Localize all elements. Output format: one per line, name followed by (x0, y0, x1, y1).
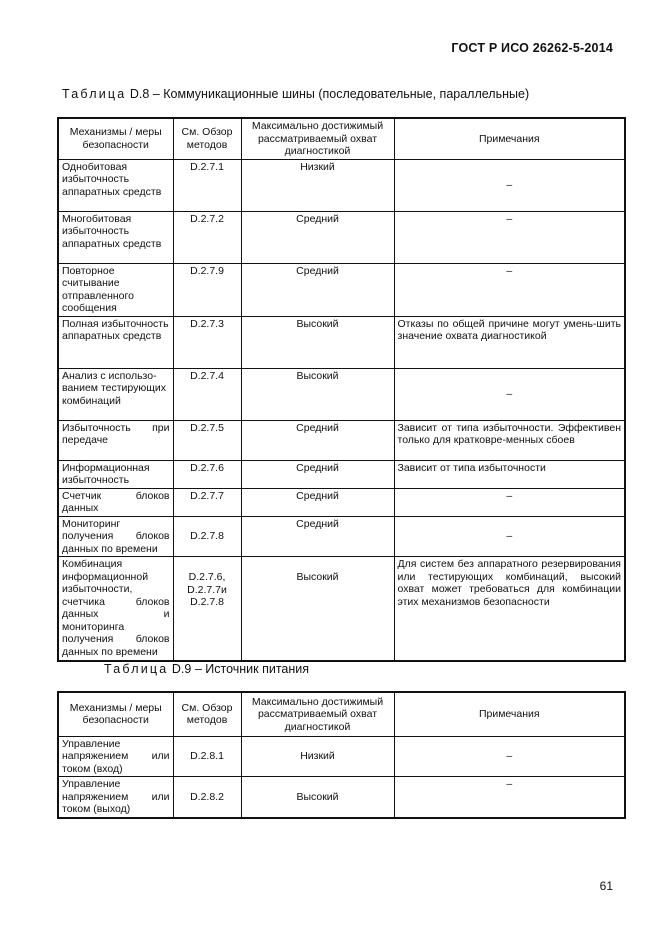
table-d8-caption (62, 87, 529, 101)
caption-prefix: Таблица (62, 87, 127, 101)
coverage-cell: Высокий (241, 316, 394, 368)
table-header-row (58, 118, 625, 159)
notes-cell: Для систем без аппаратного резервирования или тестирующих комбинаций, высокий охват может требоваться для комбинации этих механизмов безопасности (394, 557, 625, 661)
coverage-cell: Высокий (241, 557, 394, 661)
coverage-cell: Высокий (241, 777, 394, 818)
coverage-cell: Средний (241, 420, 394, 460)
notes-cell: Зависит от типа избыточности (394, 460, 625, 488)
table-d9 (57, 691, 626, 819)
table-row (58, 211, 625, 263)
mechanism-cell: Полная избыточность аппаратных средств (58, 316, 173, 368)
header-coverage: Максимально достижимый рассматриваемый охват диагностикой (241, 692, 394, 736)
mechanism-cell: Однобитовая избыточность аппаратных средств (58, 159, 173, 211)
notes-cell: – (394, 488, 625, 516)
mechanism-cell: Управление напряжением или током (выход) (58, 777, 173, 818)
mechanism-cell: Информационная избыточность (58, 460, 173, 488)
table-row (58, 460, 625, 488)
header-reference: См. Обзор методов (173, 118, 241, 159)
page-number: 61 (599, 879, 613, 893)
coverage-cell: Средний (241, 460, 394, 488)
table-row (58, 557, 625, 661)
notes-cell: – (394, 368, 625, 420)
notes-cell: – (394, 736, 625, 777)
coverage-cell: Средний (241, 263, 394, 316)
coverage-cell: Средний (241, 488, 394, 516)
table-row (58, 159, 625, 211)
header-mechanisms: Механизмы / меры безопасности (58, 692, 173, 736)
reference-cell: D.2.7.6 (173, 460, 241, 488)
table-row (58, 777, 625, 818)
reference-cell: D.2.7.3 (173, 316, 241, 368)
caption-prefix: Таблица (104, 662, 169, 676)
mechanism-cell: Мониторинг получения блоков данных по времени (58, 516, 173, 557)
mechanism-cell: Повторное считывание отправленного сообщения (58, 263, 173, 316)
reference-cell: D.2.7.6, D.2.7.7и D.2.7.8 (173, 557, 241, 661)
coverage-cell: Высокий (241, 368, 394, 420)
mechanism-cell: Многобитовая избыточность аппаратных средств (58, 211, 173, 263)
coverage-cell: Средний (241, 211, 394, 263)
table-row (58, 316, 625, 368)
caption-text: D.8 – Коммуникационные шины (последовательные, параллельные) (126, 87, 530, 101)
reference-cell: D.2.8.1 (173, 736, 241, 777)
reference-cell: D.2.7.8 (173, 516, 241, 557)
header-coverage: Максимально достижимый рассматриваемый охват диагностикой (241, 118, 394, 159)
notes-cell: Отказы по общей причине могут умень-шить значение охвата диагностикой (394, 316, 625, 368)
mechanism-cell: Анализ с использо-ванием тестирующих комбинаций (58, 368, 173, 420)
notes-cell: Зависит от типа избыточности. Эффективен только для кратковре-менных сбоев (394, 420, 625, 460)
reference-cell: D.2.7.5 (173, 420, 241, 460)
mechanism-cell: Комбинация информационной избыточности, счетчика блоков данных и мониторинга получения блоков данных по времени (58, 557, 173, 661)
table-d9-caption (104, 662, 309, 676)
caption-text: D.9 – Источник питания (168, 662, 310, 676)
table-row (58, 516, 625, 557)
table-header-row (58, 692, 625, 736)
table-row (58, 420, 625, 460)
header-mechanisms: Механизмы / меры безопасности (58, 118, 173, 159)
notes-cell: – (394, 159, 625, 211)
document-id: ГОСТ Р ИСО 26262-5-2014 (451, 41, 613, 55)
table-row (58, 736, 625, 777)
reference-cell: D.2.8.2 (173, 777, 241, 818)
header-notes: Примечания (394, 118, 625, 159)
header-notes: Примечания (394, 692, 625, 736)
mechanism-cell: Избыточность при передаче (58, 420, 173, 460)
coverage-cell: Средний (241, 516, 394, 557)
notes-cell: – (394, 516, 625, 557)
reference-cell: D.2.7.7 (173, 488, 241, 516)
coverage-cell: Низкий (241, 736, 394, 777)
reference-cell: D.2.7.4 (173, 368, 241, 420)
reference-cell: D.2.7.2 (173, 211, 241, 263)
notes-cell: – (394, 211, 625, 263)
reference-cell: D.2.7.1 (173, 159, 241, 211)
table-row (58, 368, 625, 420)
mechanism-cell: Управление напряжением или током (вход) (58, 736, 173, 777)
reference-cell: D.2.7.9 (173, 263, 241, 316)
table-d8 (57, 117, 626, 662)
notes-cell: – (394, 263, 625, 316)
header-reference: См. Обзор методов (173, 692, 241, 736)
table-row (58, 263, 625, 316)
coverage-cell: Низкий (241, 159, 394, 211)
mechanism-cell: Счетчик блоков данных (58, 488, 173, 516)
notes-cell: – (394, 777, 625, 818)
table-row (58, 488, 625, 516)
